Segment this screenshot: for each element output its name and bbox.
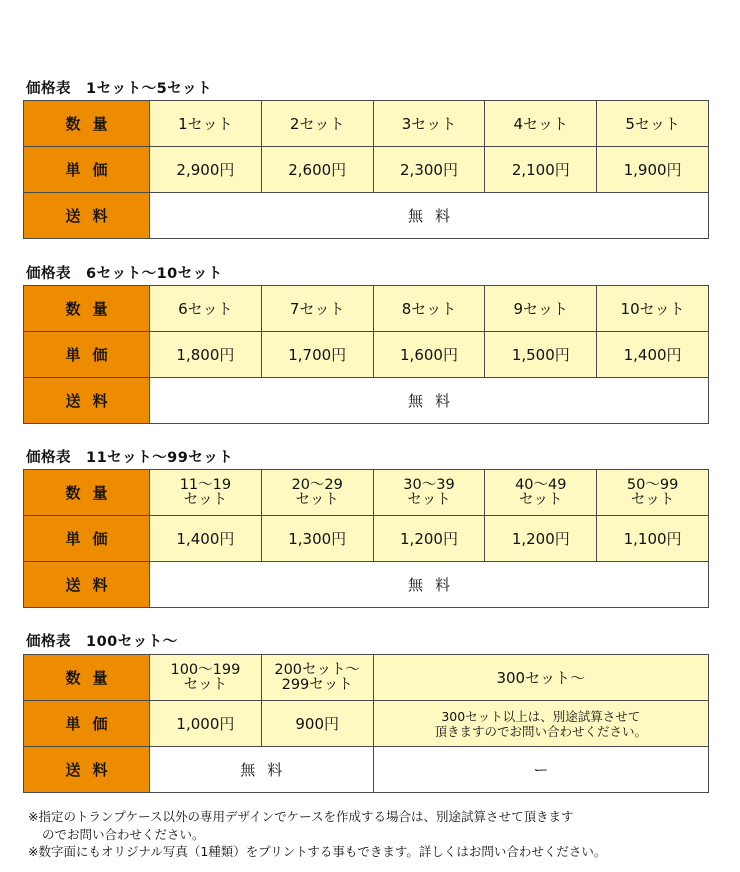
footnotes — [28, 808, 606, 861]
price-cell: 1,300円 — [261, 516, 373, 562]
quantity-cell: 4セット — [485, 101, 597, 147]
table-row — [24, 747, 709, 793]
table-row — [24, 701, 709, 747]
price-cell: 900円 — [261, 701, 373, 747]
quantity-cell — [150, 655, 262, 701]
quantity-cell: 3セット — [373, 101, 485, 147]
quantity-cell — [261, 655, 373, 701]
quantity-unit: セット — [183, 676, 228, 693]
table-row — [24, 378, 709, 424]
table-row — [24, 470, 709, 516]
quantity-cell: 10セット — [597, 286, 709, 332]
shipping-cell: 無料 — [150, 378, 709, 424]
price-header: 単価 — [24, 701, 150, 747]
quantity-cell: 6セット — [150, 286, 262, 332]
price-header: 単価 — [24, 516, 150, 562]
table-row — [24, 101, 709, 147]
quantity-unit: セット — [295, 491, 339, 508]
section-title-1: 価格表 1セット～5セット — [26, 81, 213, 97]
table-row — [24, 193, 709, 239]
quantity-unit: セット — [183, 491, 228, 508]
quantity-unit: セット — [407, 491, 451, 508]
quantity-range: 20～29 — [291, 476, 343, 493]
table-row — [24, 655, 709, 701]
shipping-header: 送料 — [24, 193, 150, 239]
price-table-3 — [23, 469, 709, 608]
price-cell: 1,700円 — [261, 332, 373, 378]
quantity-cell — [261, 470, 373, 516]
table-row — [24, 147, 709, 193]
quantity-header: 数量 — [24, 101, 150, 147]
quantity-header: 数量 — [24, 286, 150, 332]
quantity-cell: 7セット — [261, 286, 373, 332]
price-header: 単価 — [24, 332, 150, 378]
quantity-cell: 8セット — [373, 286, 485, 332]
shipping-cell: 無料 — [150, 562, 709, 608]
price-cell: 2,100円 — [485, 147, 597, 193]
price-cell: 1,200円 — [373, 516, 485, 562]
price-cell: 2,600円 — [261, 147, 373, 193]
price-cell: 1,200円 — [485, 516, 597, 562]
quantity-cell — [373, 470, 485, 516]
quantity-unit: セット — [630, 491, 675, 508]
price-cell: 1,800円 — [150, 332, 262, 378]
quantity-cell — [150, 470, 262, 516]
quantity-cell: 2セット — [261, 101, 373, 147]
shipping-cell-other: ー — [373, 747, 708, 793]
price-note-cell — [373, 701, 708, 747]
price-cell: 1,400円 — [597, 332, 709, 378]
shipping-cell: 無料 — [150, 747, 374, 793]
shipping-cell: 無料 — [150, 193, 709, 239]
table-row — [24, 562, 709, 608]
price-table-4 — [23, 654, 709, 793]
quantity-header: 数量 — [24, 655, 150, 701]
table-row — [24, 516, 709, 562]
price-cell: 1,900円 — [597, 147, 709, 193]
section-title-3: 価格表 11セット～99セット — [26, 450, 234, 466]
table-row — [24, 332, 709, 378]
price-cell: 1,100円 — [597, 516, 709, 562]
quantity-cell — [485, 470, 597, 516]
quantity-range: 11～19 — [179, 476, 232, 493]
price-cell: 1,500円 — [485, 332, 597, 378]
price-table-1 — [23, 100, 709, 239]
quantity-header: 数量 — [24, 470, 150, 516]
section-title-4: 価格表 100セット～ — [26, 634, 178, 650]
shipping-header: 送料 — [24, 562, 150, 608]
price-note-line: 300セット以上は、別途試算させて — [441, 708, 641, 724]
price-cell: 2,300円 — [373, 147, 485, 193]
quantity-range: 100～199 — [170, 661, 241, 678]
quantity-cell: 1セット — [150, 101, 262, 147]
quantity-range: 40～49 — [515, 476, 567, 493]
shipping-header: 送料 — [24, 378, 150, 424]
quantity-cell: 9セット — [485, 286, 597, 332]
quantity-range: 50～99 — [626, 476, 679, 493]
quantity-cell: 5セット — [597, 101, 709, 147]
quantity-range: 30～39 — [403, 476, 455, 493]
price-cell: 1,000円 — [150, 701, 262, 747]
table-row — [24, 286, 709, 332]
price-cell: 1,600円 — [373, 332, 485, 378]
price-note-line: 頂きますのでお問い合わせください。 — [434, 723, 648, 739]
quantity-cell-wide: 300セット～ — [373, 655, 708, 701]
price-cell: 1,400円 — [150, 516, 262, 562]
section-title-2: 価格表 6セット～10セット — [26, 266, 223, 282]
footnote-line: のでお問い合わせください。 — [42, 826, 205, 842]
quantity-range: 200セット～ — [274, 661, 361, 678]
footnote-line: ※数字面にもオリジナル写真（1種類）をプリントする事もできます。詳しくはお問い合わせください。 — [28, 844, 607, 859]
price-header: 単価 — [24, 147, 150, 193]
quantity-unit: セット — [519, 491, 563, 508]
shipping-header: 送料 — [24, 747, 150, 793]
footnote-line: ※指定のトランプケース以外の専用デザインでケースを作成する場合は、別途試算させて頂きます — [28, 809, 574, 824]
quantity-unit: 299セット — [281, 676, 353, 693]
quantity-cell — [597, 470, 709, 516]
price-table-2 — [23, 285, 709, 424]
price-cell: 2,900円 — [150, 147, 262, 193]
